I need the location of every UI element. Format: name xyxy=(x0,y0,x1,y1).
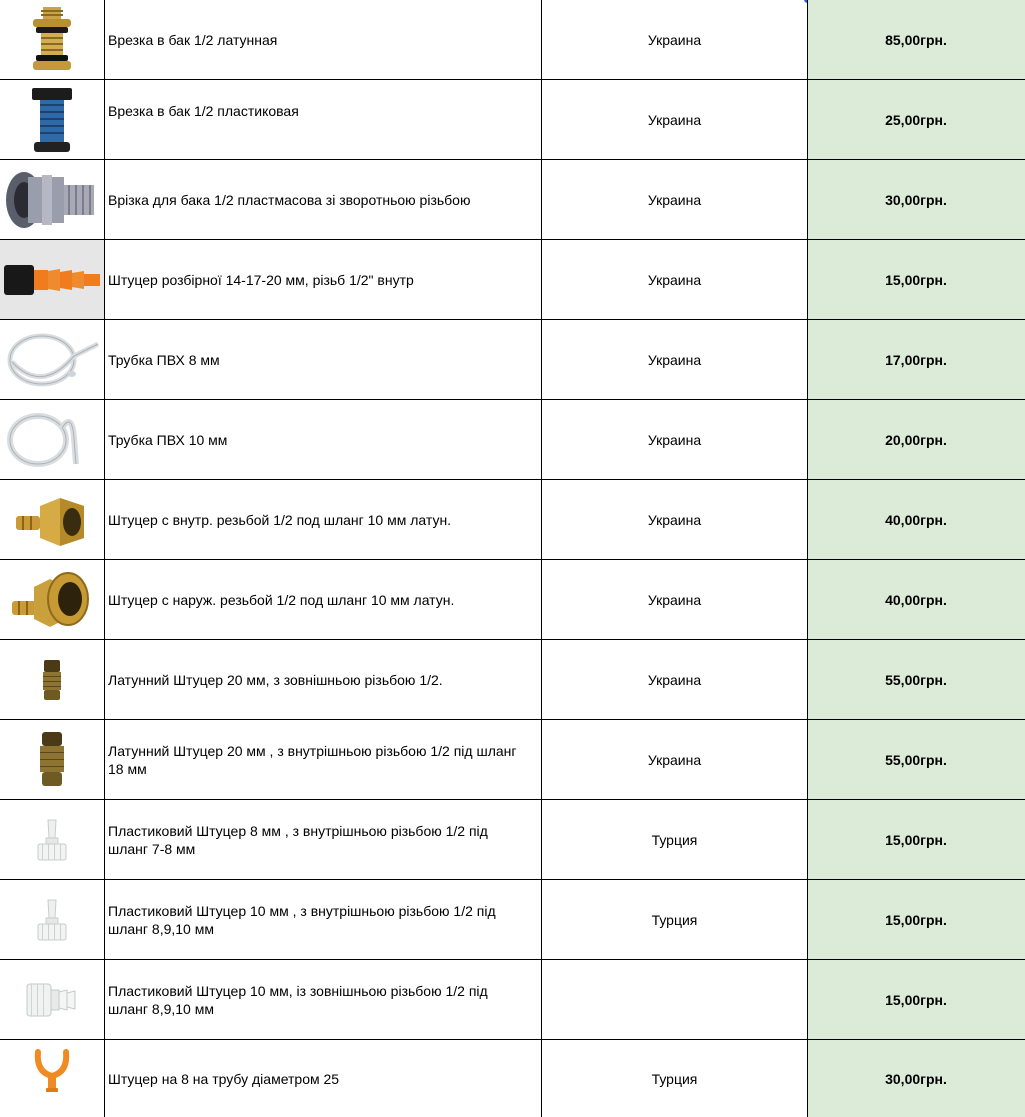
brass-nipple-large-icon xyxy=(35,730,69,790)
country-cell[interactable]: Украина xyxy=(542,400,808,479)
pvc-tube-icon xyxy=(2,328,102,392)
table-row xyxy=(0,240,1025,320)
image-cell[interactable] xyxy=(0,320,105,399)
product-name[interactable]: Штуцер с наруж. резьбой 1/2 под шланг 10 мм латун. xyxy=(105,560,542,639)
image-cell[interactable] xyxy=(0,640,105,719)
plastic-tank-connector-icon xyxy=(22,84,82,156)
price-cell[interactable]: 20,00грн. xyxy=(808,400,1025,479)
price-cell[interactable]: 85,00грн. xyxy=(808,0,1025,79)
white-plastic-male-fitting-icon xyxy=(17,970,87,1030)
country-cell[interactable]: Украина xyxy=(542,720,808,799)
table-row xyxy=(0,400,1025,480)
table-row xyxy=(0,1040,1025,1117)
table-row xyxy=(0,560,1025,640)
product-name[interactable]: Штуцер на 8 на трубу діаметром 25 xyxy=(105,1040,542,1117)
orange-saddle-clamp-icon xyxy=(32,1048,72,1096)
price-cell[interactable]: 15,00грн. xyxy=(808,880,1025,959)
image-cell[interactable] xyxy=(0,400,105,479)
country-cell[interactable]: Турция xyxy=(542,880,808,959)
product-name[interactable]: Врезка в бак 1/2 пластиковая xyxy=(105,80,542,159)
price-cell[interactable]: 55,00грн. xyxy=(808,720,1025,799)
country-cell[interactable]: Украина xyxy=(542,0,808,79)
country-cell[interactable]: Украина xyxy=(542,80,808,159)
country-cell[interactable]: Украина xyxy=(542,320,808,399)
pvc-tube-icon xyxy=(2,408,102,472)
country-cell[interactable]: Украина xyxy=(542,160,808,239)
price-cell[interactable]: 30,00грн. xyxy=(808,1040,1025,1117)
image-cell[interactable] xyxy=(0,720,105,799)
table-row xyxy=(0,720,1025,800)
brass-nipple-icon xyxy=(37,656,67,704)
country-cell[interactable]: Украина xyxy=(542,480,808,559)
table-row xyxy=(0,960,1025,1040)
grey-tank-connector-icon xyxy=(2,167,102,233)
country-cell[interactable]: Украина xyxy=(542,240,808,319)
price-cell[interactable]: 17,00грн. xyxy=(808,320,1025,399)
image-cell[interactable] xyxy=(0,880,105,959)
product-name[interactable]: Пластиковий Штуцер 8 мм , з внутрішньою різьбою 1/2 під шланг 7-8 мм xyxy=(105,800,542,879)
country-cell[interactable]: Украина xyxy=(542,640,808,719)
image-cell[interactable] xyxy=(0,240,105,319)
table-row xyxy=(0,800,1025,880)
orange-hose-fitting-icon xyxy=(2,257,102,303)
table-row xyxy=(0,80,1025,160)
product-name[interactable]: Трубка ПВХ 10 мм xyxy=(105,400,542,479)
country-cell[interactable]: Турция xyxy=(542,1040,808,1117)
table-row xyxy=(0,880,1025,960)
table-row xyxy=(0,640,1025,720)
image-cell[interactable] xyxy=(0,960,105,1039)
image-cell[interactable] xyxy=(0,800,105,879)
price-cell[interactable]: 40,00грн. xyxy=(808,480,1025,559)
price-cell[interactable]: 15,00грн. xyxy=(808,240,1025,319)
product-name[interactable]: Штуцер розбірної 14-17-20 мм, різьб 1/2" внутр xyxy=(105,240,542,319)
image-cell[interactable] xyxy=(0,480,105,559)
table-row xyxy=(0,320,1025,400)
product-name[interactable]: Латунний Штуцер 20 мм , з внутрішньою різьбою 1/2 під шланг 18 мм xyxy=(105,720,542,799)
country-cell[interactable] xyxy=(542,960,808,1039)
white-plastic-fitting-icon xyxy=(32,896,72,944)
brass-female-fitting-icon xyxy=(12,488,92,552)
white-plastic-fitting-icon xyxy=(32,816,72,864)
price-cell[interactable]: 30,00грн. xyxy=(808,160,1025,239)
price-cell[interactable]: 15,00грн. xyxy=(808,960,1025,1039)
image-cell[interactable] xyxy=(0,0,105,79)
price-cell[interactable]: 40,00грн. xyxy=(808,560,1025,639)
product-name[interactable]: Пластиковий Штуцер 10 мм, із зовнішньою різьбою 1/2 під шланг 8,9,10 мм xyxy=(105,960,542,1039)
product-name[interactable]: Врізка для бака 1/2 пластмасова зі зворотньою різьбою xyxy=(105,160,542,239)
table-row xyxy=(0,160,1025,240)
brass-male-fitting-icon xyxy=(10,565,94,635)
image-cell[interactable] xyxy=(0,1040,105,1117)
product-name[interactable]: Врезка в бак 1/2 латунная xyxy=(105,0,542,79)
image-cell[interactable] xyxy=(0,560,105,639)
price-cell[interactable]: 55,00грн. xyxy=(808,640,1025,719)
image-cell[interactable] xyxy=(0,160,105,239)
image-cell[interactable] xyxy=(0,80,105,159)
country-cell[interactable]: Турция xyxy=(542,800,808,879)
brass-tank-connector-icon xyxy=(27,5,77,75)
table-row xyxy=(0,480,1025,560)
country-cell[interactable]: Украина xyxy=(542,560,808,639)
price-cell[interactable]: 15,00грн. xyxy=(808,800,1025,879)
product-name[interactable]: Штуцер с внутр. резьбой 1/2 под шланг 10 мм латун. xyxy=(105,480,542,559)
product-name[interactable]: Латунний Штуцер 20 мм, з зовнішньою різьбою 1/2. xyxy=(105,640,542,719)
product-name[interactable]: Трубка ПВХ 8 мм xyxy=(105,320,542,399)
price-cell[interactable]: 25,00грн. xyxy=(808,80,1025,159)
table-row xyxy=(0,0,1025,80)
product-name[interactable]: Пластиковий Штуцер 10 мм , з внутрішньою різьбою 1/2 під шланг 8,9,10 мм xyxy=(105,880,542,959)
